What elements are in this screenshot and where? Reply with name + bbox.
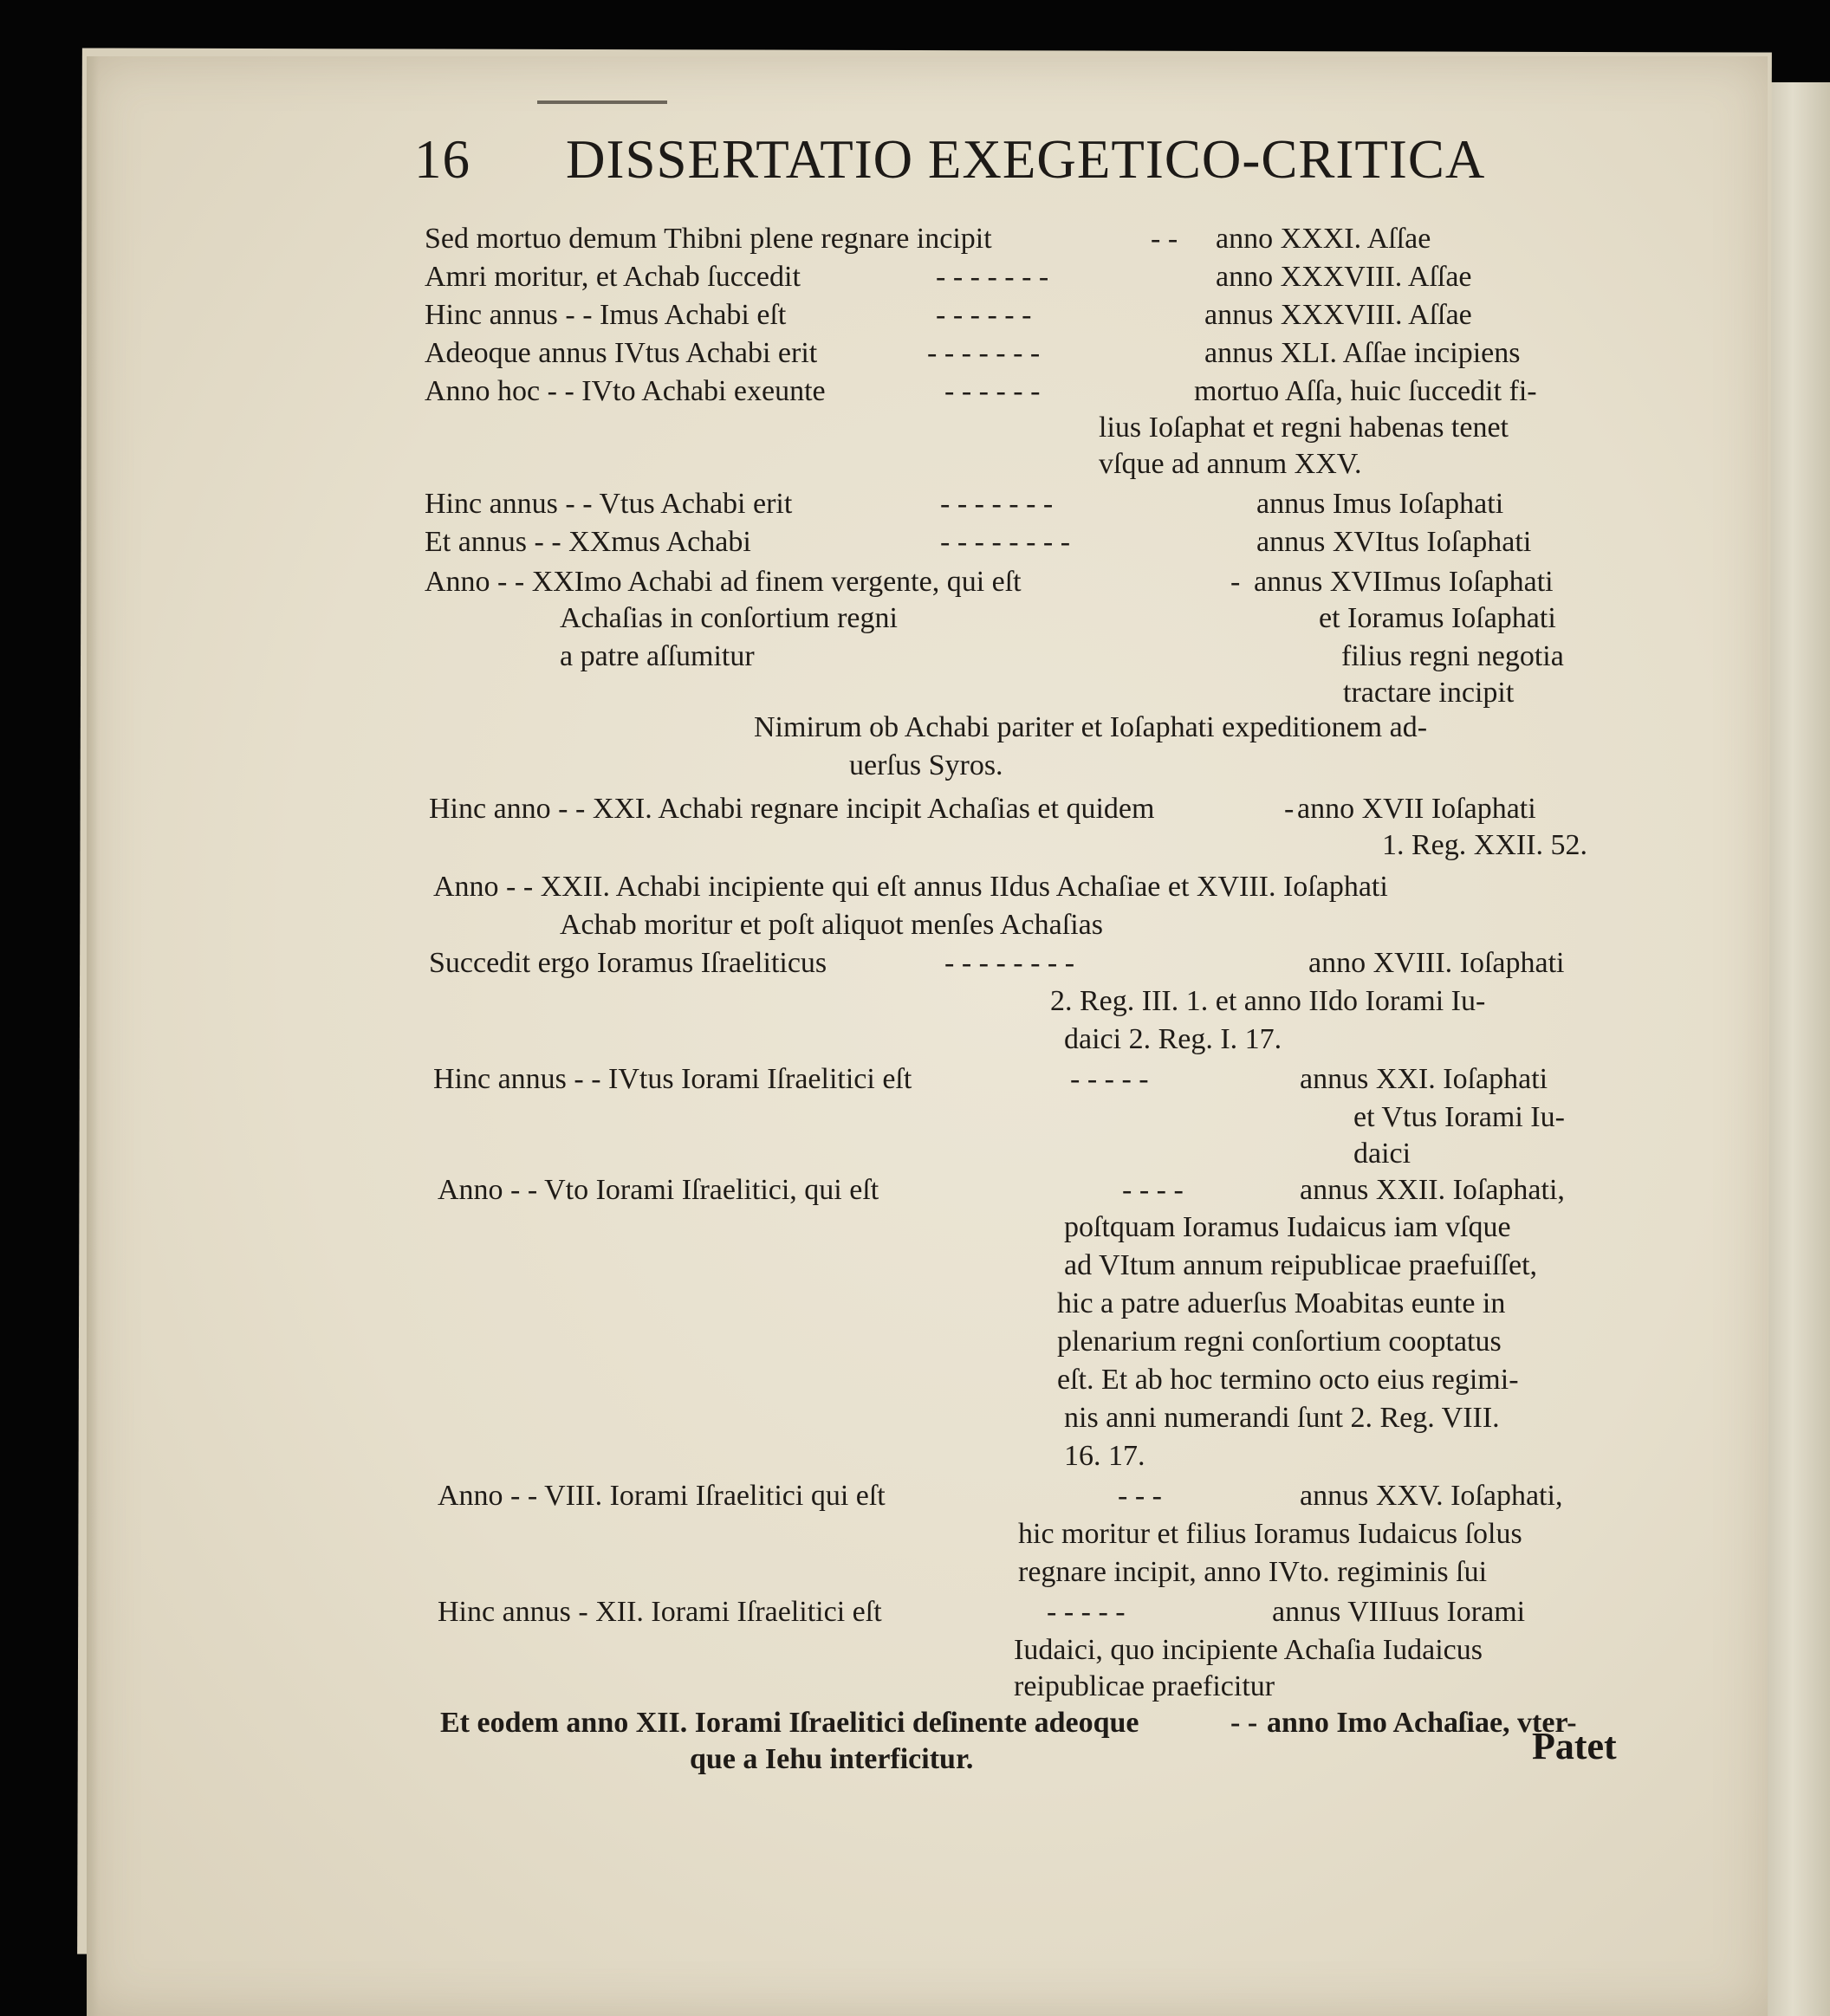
line-right: hic moritur et filius Ioramus Iudaicus ſolus bbox=[1018, 1518, 1522, 1550]
text-line-right bbox=[1382, 826, 1587, 865]
line-left: que a Iehu interficitur. bbox=[690, 1743, 974, 1775]
line-left: Anno - - XXII. Achabi incipiente qui eſt annus IIdus Achaſiae et XVIII. Ioſaphati bbox=[433, 871, 1388, 903]
text-line-right bbox=[1341, 638, 1564, 676]
text-line bbox=[429, 944, 827, 982]
line-left: Achaſias in conſortium regni bbox=[560, 602, 898, 634]
text-line-right bbox=[1064, 1021, 1282, 1059]
text-line-dashes bbox=[1230, 563, 1240, 601]
text-line-dashes bbox=[1230, 1704, 1257, 1742]
line-right: 2. Reg. III. 1. et anno IIdo Iorami Iu- bbox=[1050, 985, 1486, 1017]
text-line-right bbox=[1204, 334, 1520, 373]
line-right: et Vtus Iorami Iu- bbox=[1353, 1101, 1565, 1133]
text-line-dashes bbox=[1151, 220, 1178, 258]
line-left: Achab moritur et poſt aliquot menſes Achaſias bbox=[560, 909, 1103, 941]
text-line-right bbox=[1300, 1060, 1548, 1099]
text-line bbox=[433, 868, 1388, 906]
line-left: Anno - - Vto Iorami Iſraelitici, qui eſt bbox=[438, 1174, 879, 1206]
line-dashes: - - - - bbox=[1122, 1174, 1184, 1206]
line-right: 1. Reg. XXII. 52. bbox=[1382, 829, 1588, 861]
text-line bbox=[425, 258, 801, 296]
line-right: tractare incipit bbox=[1343, 677, 1515, 709]
line-dashes: - - - - - - - - bbox=[944, 947, 1075, 979]
text-line-right bbox=[1343, 674, 1514, 712]
text-line-right bbox=[1018, 1515, 1522, 1553]
line-right: daici bbox=[1353, 1138, 1411, 1170]
text-line-dashes bbox=[944, 944, 1074, 982]
text-line bbox=[425, 373, 826, 411]
text-line bbox=[425, 296, 786, 334]
text-line bbox=[560, 906, 1103, 944]
text-line-dashes bbox=[940, 485, 1053, 523]
text-line-dashes bbox=[1122, 1171, 1184, 1209]
text-line-dashes bbox=[1284, 790, 1294, 828]
text-line bbox=[438, 1477, 886, 1515]
text-line-right bbox=[1353, 1135, 1411, 1173]
text-line bbox=[438, 1171, 879, 1209]
text-line bbox=[429, 790, 1154, 828]
text-line-right bbox=[1014, 1631, 1483, 1669]
line-left: Anno hoc - - IVto Achabi exeunte bbox=[425, 375, 826, 407]
line-right: ad VItum annum reipublicae praefuiſſet, bbox=[1064, 1249, 1538, 1281]
line-left: Anno - - XXImo Achabi ad finem vergente, qui eſt bbox=[425, 566, 1022, 598]
text-line bbox=[560, 600, 898, 638]
line-left: Adeoque annus IVtus Achabi erit bbox=[425, 337, 818, 369]
text-line-right bbox=[1057, 1285, 1505, 1323]
line-right: annus XXII. Ioſaphati, bbox=[1300, 1174, 1565, 1206]
line-left: uerſus Syros. bbox=[849, 749, 1003, 781]
line-dashes: - - - - - - bbox=[936, 299, 1032, 331]
line-right: annus XXV. Ioſaphati, bbox=[1300, 1480, 1563, 1512]
text-line-right bbox=[1319, 600, 1556, 638]
line-right: annus XVIImus Ioſaphati bbox=[1254, 566, 1554, 598]
text-line bbox=[425, 563, 1022, 601]
line-dashes: - - - - - - - bbox=[936, 261, 1049, 293]
text-line-right bbox=[1272, 1593, 1525, 1631]
line-right: regnare incipit, anno IVto. regiminis ſui bbox=[1018, 1556, 1488, 1588]
text-line-dashes bbox=[940, 523, 1070, 561]
line-dashes: - - - - - - - bbox=[927, 337, 1041, 369]
text-line-right bbox=[1018, 1553, 1487, 1591]
line-right: annus Imus Ioſaphati bbox=[1256, 488, 1504, 520]
running-title: DISSERTATIO EXEGETICO-CRITICA bbox=[566, 129, 1486, 190]
line-right: reipublicae praeficitur bbox=[1014, 1670, 1275, 1702]
line-dashes: - - - - - - bbox=[944, 375, 1041, 407]
text-line bbox=[849, 747, 1003, 785]
line-right: anno XXXVIII. Aſſae bbox=[1216, 261, 1472, 293]
text-line-right bbox=[1300, 1477, 1562, 1515]
line-left: Et annus - - XXmus Achabi bbox=[425, 526, 751, 558]
text-line bbox=[425, 523, 751, 561]
text-line-right bbox=[1064, 1437, 1145, 1475]
line-right: et Ioramus Ioſaphati bbox=[1319, 602, 1556, 634]
line-dashes: - - bbox=[1151, 223, 1178, 255]
line-dashes: - - - - - bbox=[1070, 1063, 1149, 1095]
text-line bbox=[425, 485, 792, 523]
line-right: hic a patre aduerſus Moabitas eunte in bbox=[1057, 1287, 1506, 1319]
text-line-right bbox=[1256, 523, 1531, 561]
text-line-right bbox=[1297, 790, 1536, 828]
text-line-right bbox=[1064, 1399, 1500, 1437]
line-left: a patre aſſumitur bbox=[560, 640, 755, 672]
line-left: Hinc annus - - IVtus Iorami Iſraelitici eſt bbox=[433, 1063, 912, 1095]
line-left: Anno - - VIII. Iorami Iſraelitici qui eſt bbox=[438, 1480, 886, 1512]
line-right: annus XLI. Aſſae incipiens bbox=[1204, 337, 1521, 369]
text-line bbox=[560, 638, 755, 676]
text-line-dashes bbox=[1047, 1593, 1126, 1631]
line-right: annus XXXVIII. Aſſae bbox=[1204, 299, 1472, 331]
line-right: annus XXI. Ioſaphati bbox=[1300, 1063, 1548, 1095]
text-line-dashes bbox=[1118, 1477, 1162, 1515]
text-line-right bbox=[1014, 1668, 1275, 1706]
text-line-dashes bbox=[936, 258, 1048, 296]
line-left: Amri moritur, et Achab ſuccedit bbox=[425, 261, 801, 293]
text-line bbox=[433, 1060, 912, 1099]
line-dashes: - bbox=[1230, 566, 1241, 598]
text-line-right bbox=[1216, 220, 1431, 258]
text-line bbox=[438, 1593, 882, 1631]
text-line bbox=[754, 709, 1427, 747]
line-right: eſt. Et ab hoc termino octo eius regimi- bbox=[1057, 1364, 1519, 1396]
line-dashes: - - - - - - - bbox=[940, 488, 1054, 520]
line-dashes: - - - bbox=[1118, 1480, 1162, 1512]
text-line bbox=[425, 220, 992, 258]
line-right: lius Ioſaphat et regni habenas tenet bbox=[1099, 412, 1509, 444]
line-left: Succedit ergo Ioramus Iſraeliticus bbox=[429, 947, 827, 979]
line-right: 16. 17. bbox=[1064, 1440, 1145, 1472]
text-line-right bbox=[1256, 485, 1503, 523]
text-line-dashes bbox=[944, 373, 1040, 411]
text-line-dashes bbox=[1070, 1060, 1149, 1099]
text-line bbox=[425, 334, 817, 373]
catchword: Patet bbox=[1532, 1725, 1617, 1767]
text-line-right bbox=[1308, 944, 1565, 982]
line-right: vſque ad annum XXV. bbox=[1099, 448, 1362, 480]
text-line-right bbox=[1099, 409, 1509, 447]
text-line-right bbox=[1064, 1209, 1511, 1247]
line-right: poſtquam Ioramus Iudaicus iam vſque bbox=[1064, 1211, 1511, 1243]
line-right: mortuo Aſſa, huic ſuccedit fi- bbox=[1194, 375, 1537, 407]
text-line-right bbox=[1353, 1099, 1565, 1137]
text-line-right bbox=[1300, 1171, 1565, 1209]
line-left: Hinc annus - - Imus Achabi eſt bbox=[425, 299, 787, 331]
line-right: filius regni negotia bbox=[1341, 640, 1564, 672]
line-right: annus XVItus Ioſaphati bbox=[1256, 526, 1532, 558]
page-number: 16 bbox=[414, 129, 470, 190]
line-left: Hinc anno - - XXI. Achabi regnare incipit Achaſias et quidem bbox=[429, 793, 1155, 825]
text-line-right bbox=[1216, 258, 1472, 296]
line-dashes: - - - - - bbox=[1047, 1596, 1126, 1628]
line-left: Et eodem anno XII. Iorami Iſraelitici deſinente adeoque bbox=[440, 1707, 1139, 1739]
text-line-right bbox=[1057, 1361, 1519, 1399]
line-left: Nimirum ob Achabi pariter et Ioſaphati expeditionem ad- bbox=[754, 711, 1428, 743]
line-dashes: - - - - - - - - bbox=[940, 526, 1071, 558]
text-line-right bbox=[1204, 296, 1472, 334]
text-line-right bbox=[1194, 373, 1537, 411]
text-line-right bbox=[1050, 982, 1485, 1021]
line-right: anno Imo Achaſiae, vter- bbox=[1267, 1707, 1577, 1739]
line-right: anno XXXI. Aſſae bbox=[1216, 223, 1431, 255]
line-left: Sed mortuo demum Thibni plene regnare incipit bbox=[425, 223, 992, 255]
text-line-right bbox=[1267, 1704, 1577, 1742]
line-right: Iudaici, quo incipiente Achaſia Iudaicus bbox=[1014, 1634, 1483, 1666]
line-left: Hinc annus - XII. Iorami Iſraelitici eſt bbox=[438, 1596, 882, 1628]
line-right: nis anni numerandi ſunt 2. Reg. VIII. bbox=[1064, 1402, 1500, 1434]
text-line-dashes bbox=[936, 296, 1031, 334]
line-right: daici 2. Reg. I. 17. bbox=[1064, 1023, 1282, 1055]
text-line-right bbox=[1099, 445, 1361, 483]
line-dashes: - bbox=[1284, 793, 1295, 825]
line-dashes: - - bbox=[1230, 1707, 1258, 1739]
line-right: annus VIIIuus Iorami bbox=[1272, 1596, 1526, 1628]
line-left: Hinc annus - - Vtus Achabi erit bbox=[425, 488, 793, 520]
text-line bbox=[440, 1704, 1139, 1742]
text-line-dashes bbox=[927, 334, 1040, 373]
text-line bbox=[690, 1741, 973, 1779]
text-line-right bbox=[1064, 1247, 1537, 1285]
line-right: plenarium regni conſortium cooptatus bbox=[1057, 1326, 1502, 1358]
text-line-right bbox=[1057, 1323, 1502, 1361]
line-right: anno XVII Ioſaphati bbox=[1297, 793, 1536, 825]
line-right: anno XVIII. Ioſaphati bbox=[1308, 947, 1565, 979]
text-line-right bbox=[1254, 563, 1554, 601]
